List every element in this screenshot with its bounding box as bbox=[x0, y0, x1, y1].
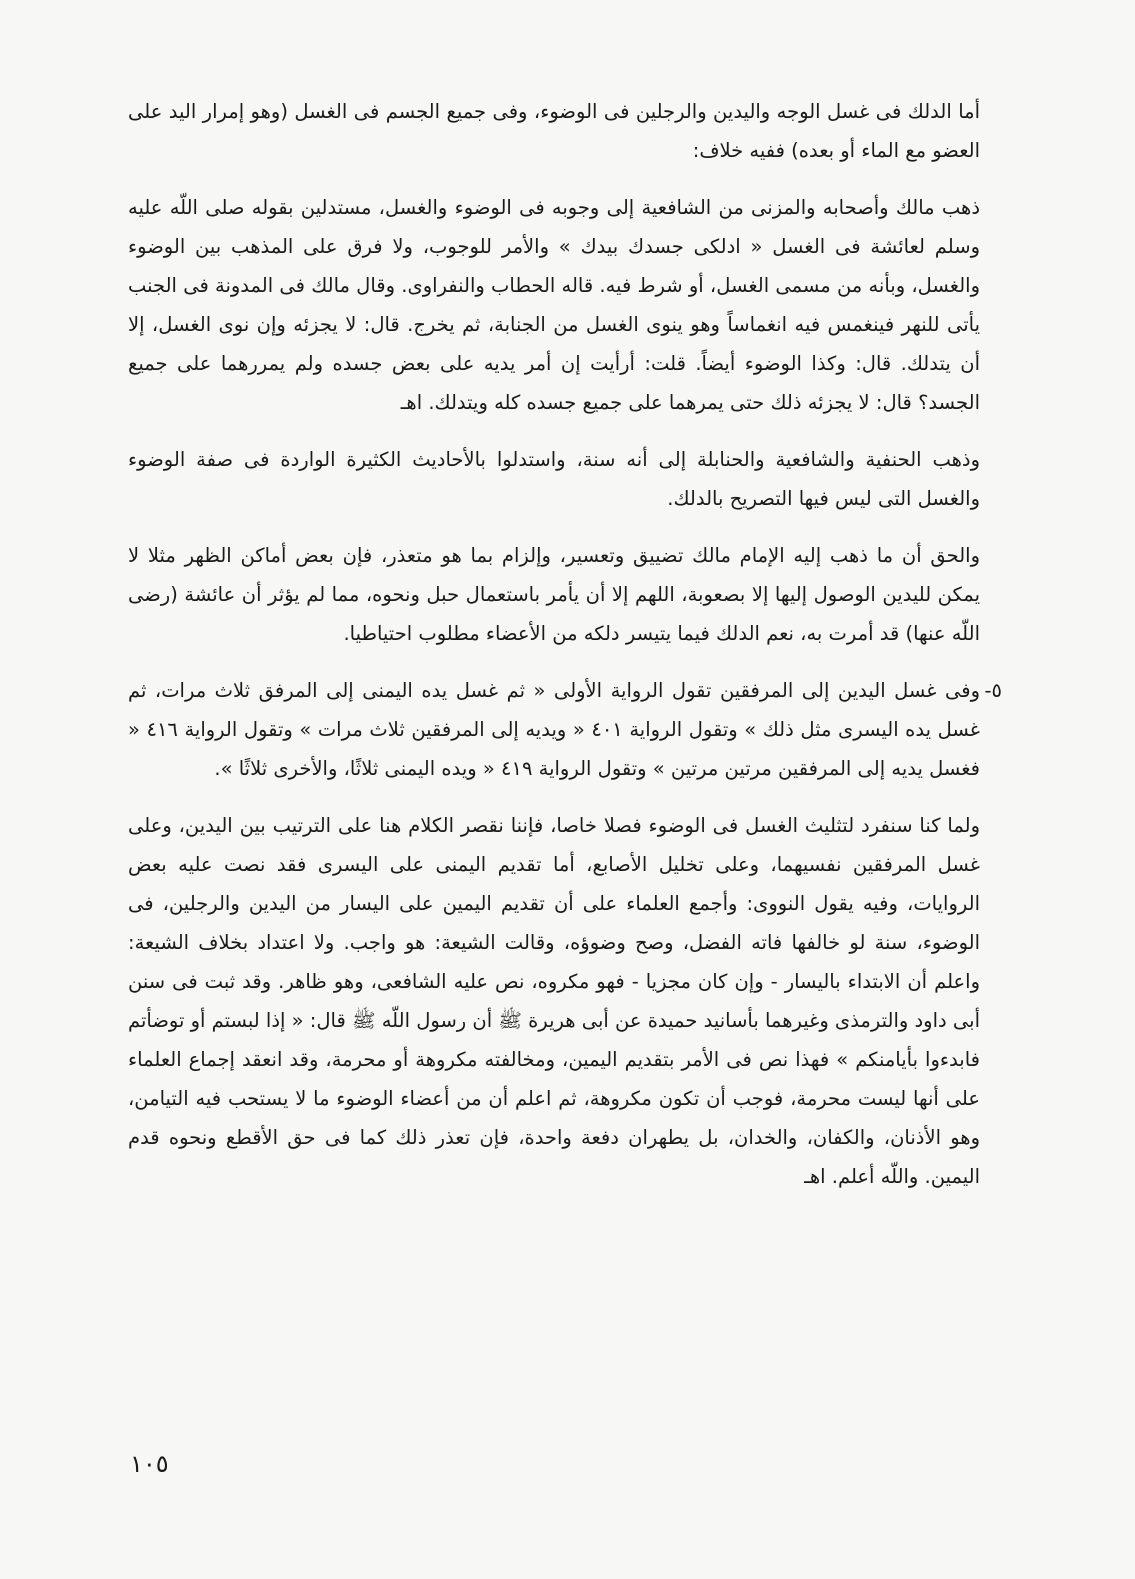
numbered-item-5 bbox=[128, 671, 1002, 788]
item-text: وفى غسل اليدين إلى المرفقين تقول الرواية الأولى « ثم غسل يده اليمنى إلى المرفق ثلاث مرات، ثم غسل يده اليسرى مثل ذلك » وتقول الرواية ٤٠١ « ويديه إلى المرفقين ثلاث مرات » وتقول الرواية ٤١٦ « فغسل يديه إلى المرفقين مرتين مرتين » وتقول الرواية ٤١٩ « ويده اليمنى ثلاثًا، والأخرى ثلاثًا ». bbox=[128, 679, 980, 780]
page-number: ١٠٥ bbox=[130, 1450, 169, 1478]
paragraph-majority-view: وذهب الحنفية والشافعية والحنابلة إلى أنه سنة، واستدلوا بالأحاديث الكثيرة الواردة فى صفة الوضوء والغسل التى ليس فيها التصريح بالدلك. bbox=[128, 448, 980, 510]
paragraph-author-opinion: والحق أن ما ذهب إليه الإمام مالك تضييق وتعسير، وإلزام بما هو متعذر، فإن بعض أماكن الظهر مثلا لا يمكن لليدين الوصول إليها إلا بصعوبة، اللهم إلا أن يأمر باستعمال حبل ونحوه، مما لم يؤثر أن عائشة (رضى اللّه عنها) قد أمرت به، نعم الدلك فيما يتيسر دلكه من الأعضاء مطلوب احتياطيا. bbox=[128, 544, 980, 645]
page-body bbox=[128, 92, 1002, 1214]
item-number: ٥- bbox=[984, 679, 1002, 702]
paragraph-dalk-intro: أما الدلك فى غسل الوجه واليدين والرجلين فى الوضوء، وفى جميع الجسم فى الغسل (وهو إمرار اليد على العضو مع الماء أو بعده) ففيه خلاف: bbox=[128, 100, 980, 162]
paragraph-maliki-view: ذهب مالك وأصحابه والمزنى من الشافعية إلى وجوبه فى الوضوء والغسل، مستدلين بقوله صلى اللّه عليه وسلم لعائشة فى الغسل « ادلكى جسدك بيدك » والأمر للوجوب، ولا فرق على المذهب بين الوضوء والغسل، وبأنه من مسمى الغسل، أو شرط فيه. قاله الحطاب والنفراوى. وقال مالك فى المدونة فى الجنب يأتى للنهر فينغمس فيه انغماساً وهو ينوى الغسل من الجنابة، ثم يخرج. قال: لا يجزئه وإن نوى الغسل، إلا أن يتدلك. قال: وكذا الوضوء أيضاً. قلت: أرأيت إن أمر يديه على بعض جسده ولم يمررهما على جميع الجسد؟ قال: لا يجزئه ذلك حتى يمرهما على جميع جسده كله ويتدلك. اهـ bbox=[128, 196, 980, 414]
paragraph-order-of-hands: ولما كنا سنفرد لتثليث الغسل فى الوضوء فصلا خاصا، فإننا نقصر الكلام هنا على الترتيب بين اليدين، وعلى غسل المرفقين نفسيهما، وعلى تخليل الأصابع، أما تقديم اليمنى على اليسرى فقد نصت عليه بعض الروايات، وفيه يقول النووى: وأجمع العلماء على أن تقديم اليمين على اليسار من اليدين والرجلين، فى الوضوء، سنة لو خالفها فاته الفضل، وصح وضوؤه، وقالت الشيعة: هو واجب. ولا اعتداد بخلاف الشيعة: واعلم أن الابتداء باليسار - وإن كان مجزيا - فهو مكروه، نص عليه الشافعى، وهو ظاهر. وقد ثبت فى سنن أبى داود والترمذى وغيرهما بأسانيد حميدة عن أبى هريرة ﷺ أن رسول اللّه ﷺ قال: « إذا لبستم أو توضأتم فابدءوا بأيامنكم » فهذا نص فى الأمر بتقديم اليمين، ومخالفته مكروهة أو محرمة، وقد انعقد إجماع العلماء على أنها ليست محرمة، فوجب أن تكون مكروهة، ثم اعلم أن من أعضاء الوضوء ما لا يستحب فيه التيامن، وهو الأذنان، والكفان، والخدان، بل يطهران دفعة واحدة، فإن تعذر ذلك كما فى حق الأقطع ونحوه قدم اليمين. واللّه أعلم. اهـ bbox=[128, 814, 980, 1188]
